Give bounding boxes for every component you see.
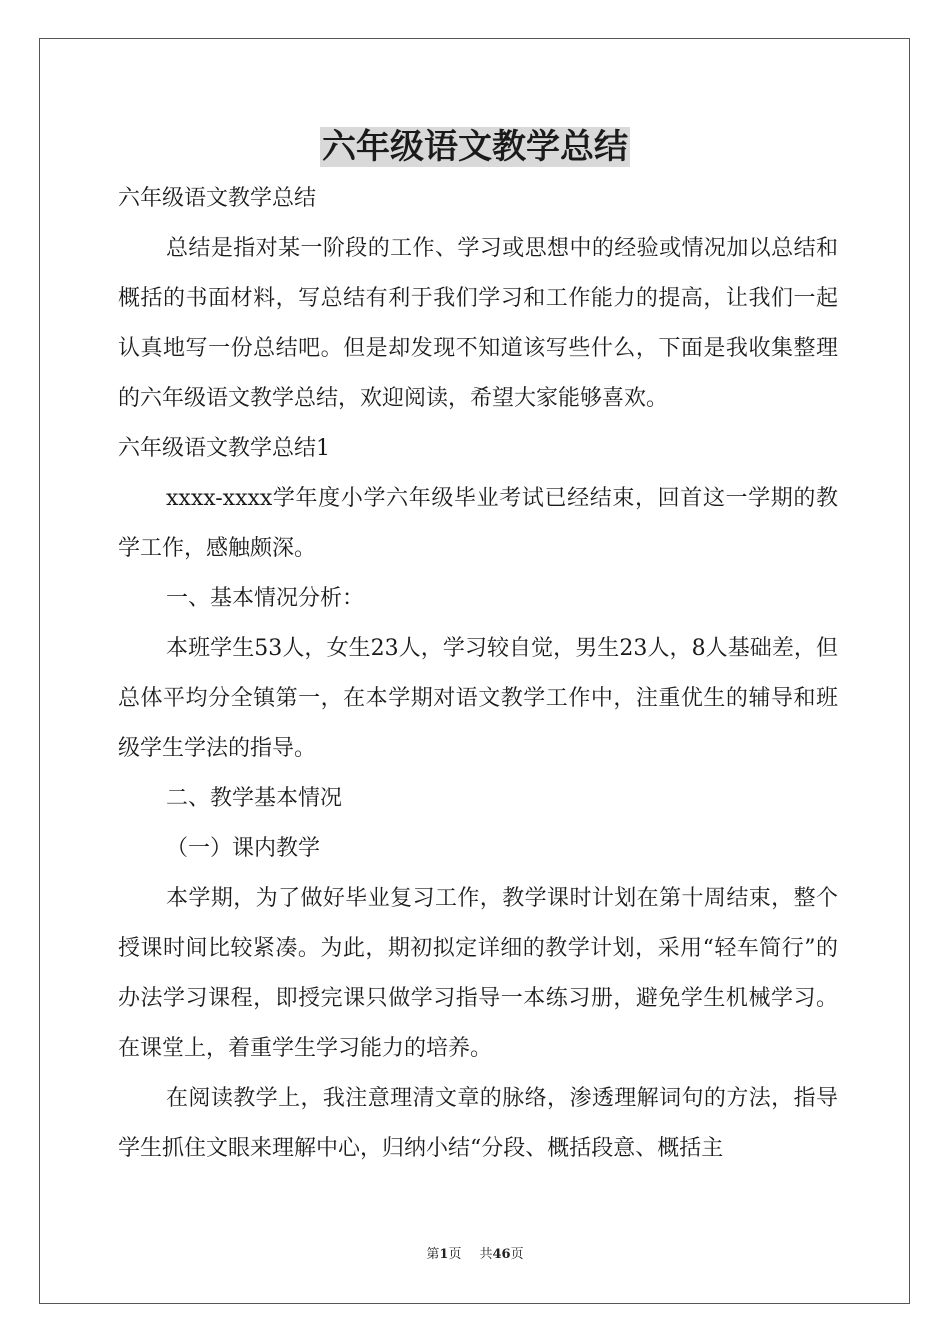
heading-classroom-teaching: （一）课内教学 [166, 836, 321, 861]
heading-teaching-situation: 二、教学基本情况 [166, 786, 343, 811]
page-prefix: 第 [426, 1247, 440, 1262]
document-title-text: 六年级语文教学总结 [322, 127, 628, 167]
paragraph: 本班学生53人，女生23人，学习较自觉，男生23人，8人基础差，但总体平均分全镇第一，在本学期对语文教学工作中，注重优生的辅导和班级学生学法的指导。 [118, 636, 838, 761]
paragraph: xxxx-xxxx学年度小学六年级毕业考试已经结束，回首这一学期的教学工作，感触颇深。 [118, 486, 838, 561]
page-suffix: 页 [448, 1247, 462, 1262]
total-pages: 46 [492, 1247, 511, 1262]
section-heading-1: 六年级语文教学总结1 [118, 436, 330, 461]
paragraph: 本学期，为了做好毕业复习工作，教学课时计划在第十周结束，整个授课时间比较紧凑。为此，期初拟定详细的教学计划，采用“轻车简行”的办法学习课程，即授完课只做学习指导一本练习册，避免学生机械学习。在课堂上，着重学生学习能力的培养。 [118, 886, 838, 1061]
total-suffix: 页 [510, 1247, 524, 1262]
total-prefix: 共 [479, 1247, 493, 1262]
paragraph-subtitle: 六年级语文教学总结 [118, 186, 317, 211]
paragraph: 在阅读教学上，我注意理清文章的脉络，渗透理解词句的方法，指导学生抓住文眼来理解中心，归纳小结“分段、概括段意、概括主 [118, 1086, 838, 1161]
heading-basic-analysis: 一、基本情况分析： [166, 586, 365, 611]
page-footer [0, 1245, 950, 1265]
paragraph-intro: 总结是指对某一阶段的工作、学习或思想中的经验或情况加以总结和概括的书面材料，写总结有利于我们学习和工作能力的提高，让我们一起认真地写一份总结吧。但是却发现不知道该写些什么，下面是我收集整理的六年级语文教学总结，欢迎阅读，希望大家能够喜欢。 [118, 236, 838, 411]
document-body [118, 174, 838, 1174]
page-number: 1 [439, 1247, 449, 1262]
document-title [0, 124, 950, 170]
